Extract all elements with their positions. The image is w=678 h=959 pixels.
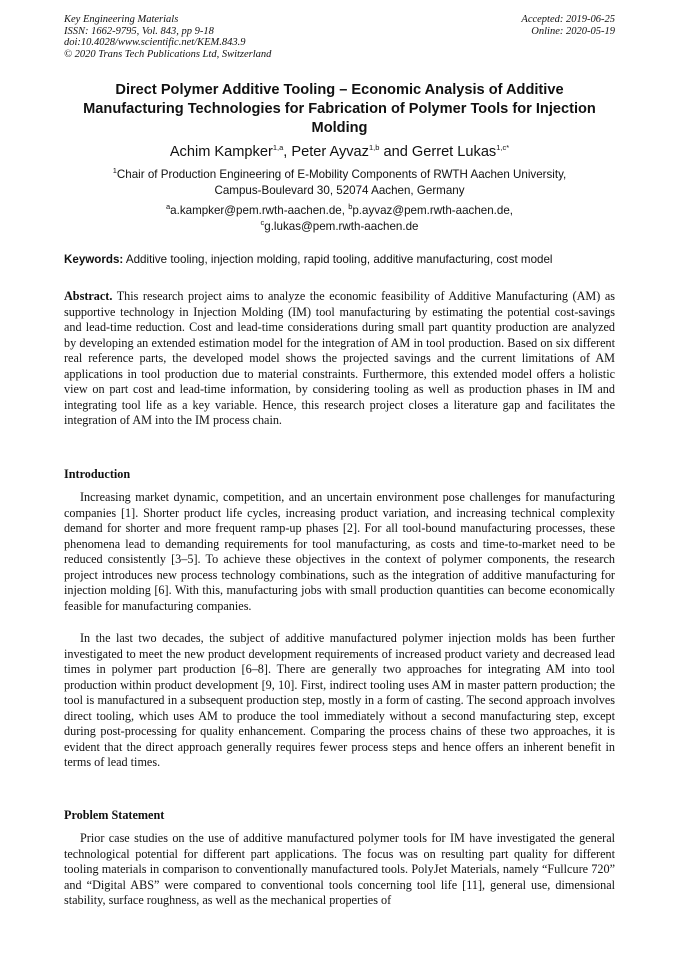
affiliation-line-1: Chair of Production Engineering of E-Mobility Components of RWTH Aachen University,: [116, 168, 567, 181]
email-sup: a: [165, 202, 171, 212]
accepted-date: Accepted: 2019-06-25: [521, 14, 615, 25]
journal-name: Key Engineering Materials: [64, 14, 179, 25]
keywords-label: Keywords:: [64, 253, 124, 266]
author-sup: 1,c*: [496, 143, 510, 153]
abstract: [64, 289, 615, 429]
author-sup: 1,a: [272, 143, 284, 153]
issn-line: ISSN: 1662-9795, Vol. 843, pp 9-18: [64, 25, 214, 37]
journal-header: [64, 14, 271, 60]
author-name: Peter Ayvaz: [291, 144, 369, 160]
author-sep: ,: [283, 144, 292, 160]
copyright-line: © 2020 Trans Tech Publications Ltd, Switzerland: [64, 48, 272, 60]
keywords: [64, 252, 624, 267]
problem-statement-paragraph-1: Prior case studies on the use of additive manufactured polymer tools for IM have investigated the general technological potential for different part applications. The focus was on resulting part quality for different tooling materials in comparison to conventionally manufactured tools. PolyJet Materials, namely “Fullcure 720” and “Digital ABS” were compared to conventional tools concerning tool life [11], general use, dimensional stability, surface roughness, as well as the mechanical properties of: [64, 831, 615, 907]
email-a[interactable]: a.kampker@pem.rwth-aachen.de,: [170, 204, 349, 217]
affiliation-sup: 1: [112, 166, 117, 176]
paper-title: Direct Polymer Additive Tooling – Economic Analysis of Additive Manufacturing Technologies for Fabrication of Polymer Tools for Injection Molding: [83, 82, 596, 136]
abstract-text: This research project aims to analyze the economic feasibility of Additive Manufacturing (AM) as supportive technology in Injection Molding (IM) tool manufacturing by estimating the potential cost-savings and lead-time reduction. Cost and lead-time considerations during small part quantity production are analyzed by developing an extended estimation model for the integration of AM in tool production. Based on six different real reference parts, the developed model shows the projected savings and the current limitations of AM applications in tool production due to material constraints. Furthermore, this extended model offers a holistic view on part cost and lead-time information, by considering tooling as well as production phases in IM and integrating tool life as a key variable. Hence, this research project closes a literature gap and facilitates the integration of AM into the IM process chain.: [64, 289, 615, 427]
email-c[interactable]: g.lukas@pem.rwth-aachen.de: [264, 219, 419, 233]
author-sep: and: [379, 144, 412, 160]
email-sup: c: [260, 217, 265, 227]
introduction-paragraph-1: Increasing market dynamic, competition, and an uncertain environment pose challenges for manufacturing companies [1]. Shorter product life cycles, increasing product variation, and increasing technical complexity demand for shorter and more frequent ramp-up phases [2]. For all tool-bound manufacturing processes, these phenomena lead to demanding requirements for tool manufacturing, as costs and time-to-market need to be reduced consistently [3–5]. To achieve these objectives in the context of polymer components, the research project introduces new process technology combinations, such as the integration of additive manufacturing for injection molding [6]. With this, manufacturing jobs with small production quantities can become economically feasible for manufacturing companies.: [64, 490, 615, 613]
affiliation-line-2: Campus-Boulevard 30, 52074 Aachen, Germany: [214, 183, 465, 197]
problem-statement-heading: Problem Statement: [64, 808, 165, 822]
author-list: [64, 143, 615, 161]
author-sup: 1,b: [368, 143, 380, 153]
affiliation: [64, 167, 615, 198]
author-name: Achim Kampker: [169, 144, 273, 160]
email-b[interactable]: p.ayvaz@pem.rwth-aachen.de,: [352, 204, 513, 217]
doi-line[interactable]: doi:10.4028/www.scientific.net/KEM.843.9: [64, 37, 246, 48]
keywords-text: Additive tooling, injection molding, rapid tooling, additive manufacturing, cost model: [123, 253, 553, 266]
introduction-heading: Introduction: [64, 467, 131, 481]
introduction-paragraph-2: In the last two decades, the subject of additive manufactured polymer injection molds has been further investigated to meet the new product development requirements of increased product variety and decreased lead times in polymer part production [6–8]. There are generally two approaches for integrating AM into tool production within product development [9, 10]. First, indirect tooling uses AM in master pattern production; the tool is manufactured in a subsequent production step, mostly in a form of casting. The second approach involves direct tooling, which uses AM to produce the tool immediately without a second manufacturing step, except during post-processing for quality enhancement. Comparing the process chains of these two approaches, it is evident that the direct approach generally requires fewer process steps and hence offers an inherent benefit in terms of lead times.: [64, 631, 615, 769]
abstract-label: Abstract.: [64, 289, 113, 303]
email-sup: b: [348, 202, 353, 212]
author-name: Gerret Lukas: [411, 144, 497, 160]
email-list: [64, 203, 615, 234]
online-date: Online: 2020-05-19: [531, 25, 615, 37]
dates-header: [521, 14, 615, 37]
